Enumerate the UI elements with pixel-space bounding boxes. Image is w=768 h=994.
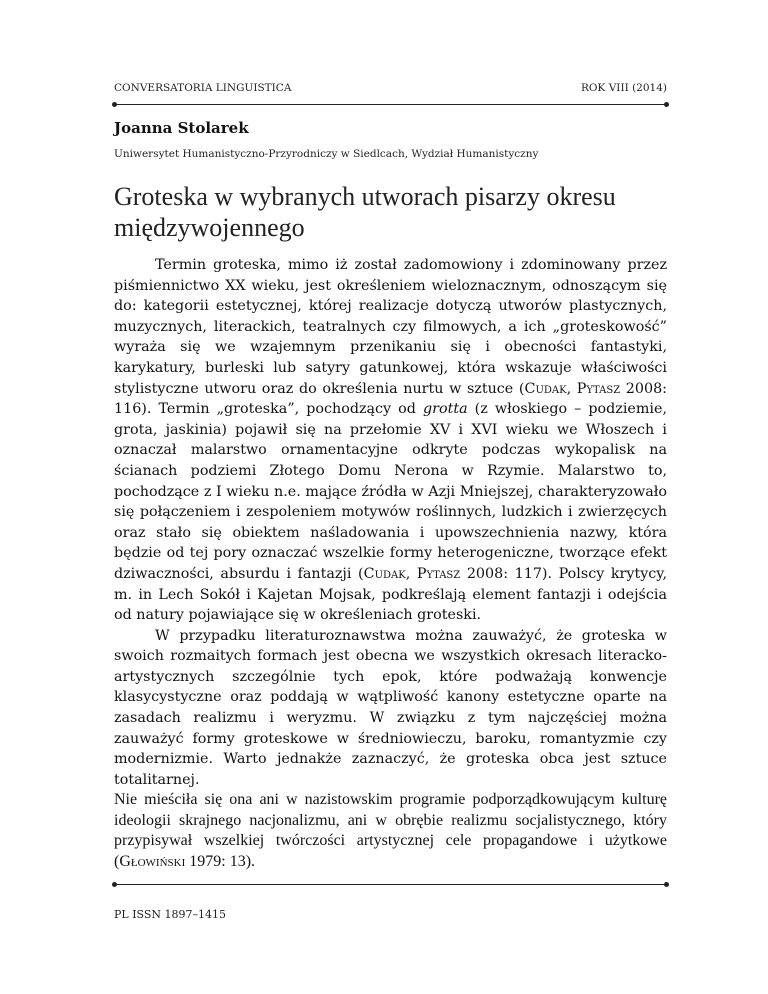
- text-run: 2008: 117). Polscy krytycy, m. in Lech Sokół i Kajetan Mojsak, podkreślają element fantazji i odejścia od natury pojawiające się w określeniach groteski.: [114, 565, 668, 624]
- running-head: [114, 82, 667, 98]
- rule-dot-left: [112, 882, 117, 887]
- author-affiliation: Uniwersytet Humanistyczno-Przyrodniczy w Siedlcach, Wydział Humanistyczny: [114, 148, 539, 160]
- italic-term: grotta: [423, 401, 468, 418]
- article-body: [114, 255, 667, 872]
- issn: PL ISSN 1897–1415: [114, 908, 227, 921]
- rule-dot-right: [664, 882, 669, 887]
- volume-year: ROK VIII (2014): [581, 82, 667, 94]
- article-page: [114, 0, 667, 994]
- rule-dot-right: [664, 102, 669, 107]
- footer-rule: [114, 884, 667, 885]
- header-rule: [114, 104, 667, 105]
- journal-name: CONVERSATORIA LINGUISTICA: [114, 82, 292, 94]
- citation-author: Pytasz: [416, 565, 461, 582]
- text-run: ,: [566, 380, 577, 397]
- paragraph: [114, 790, 667, 872]
- text-run: (z włoskiego – podziemie, grota, jaskinia) pojawił się na przełomie XV i XVI wieku we Włoszech i oznaczał malarstwo ornamentacyjne odkryte podczas wykopalisk na ścianach podziemi Złotego Domu Nerona w Rzymie. Malarstwo to, pochodzące z I wieku n.e. mające źródła w Azji Mniejszej, charakteryzowało się połączeniem i zespoleniem motywów roślinnych, ludzkich i zwierzęcych oraz stało się obiektem naśladowania i upowszechnienia nazwy, która będzie od tej pory oznaczać wszelkie formy heterogeniczne, tworzące efekt dziwaczności, absurdu i fantazji (: [114, 401, 667, 582]
- text-run: 2008: 116). Termin „groteska”, pochodzący od: [114, 380, 668, 418]
- article-title: Groteska w wybranych utworach pisarzy okresu międzywojennego: [114, 182, 616, 242]
- paragraph: [114, 626, 667, 791]
- text-run: 1979: 13).: [185, 852, 256, 870]
- citation-author: Pytasz: [576, 380, 621, 397]
- text-run: ,: [405, 565, 417, 582]
- paragraph: [114, 255, 667, 626]
- text-run: Nie mieściła się ona ani w nazistowskim programie podporządkowującym kulturę ideologii skrajnego nacjonalizmu, ani w obrębie realizmu socjalistycznego, który przypisywał wszelkiej twórczości artystycznej cele propagandowe i użytkowe (: [114, 791, 667, 870]
- author-name: Joanna Stolarek: [114, 119, 249, 137]
- citation-author: Cudak: [363, 565, 406, 582]
- citation-author: Głowiński: [119, 852, 186, 870]
- text-run: W przypadku literaturoznawstwa można zauważyć, że groteska w swoich rozmaitych formach jest obecna we wszystkich okresach literacko-artystycznych szczególnie tych epok, które podważają konwencje klasycystyczne oraz poddają w wątpliwość kanony estetyczne oparte na zasadach realizmu i weryzmu. W związku z tym najczęściej można zauważyć formy groteskowe w średniowieczu, baroku, romantyzmie czy modernizmie. Warto jednakże zaznaczyć, że groteska obca jest sztuce totalitarnej.: [114, 627, 667, 788]
- rule-dot-left: [112, 102, 117, 107]
- text-run: Termin groteska, mimo iż został zadomowiony i zdominowany przez piśmiennictwo XX wieku, jest określeniem wieloznacznym, odnoszącym się do: kategorii estetycznej, której realizacje dotyczą utworów plastycznych, muzycznych, literackich, teatralnych czy filmowych, a ich „groteskowość” wyraża się we wzajemnym przenikaniu się i obecności fantastyki, karykatury, burleski lub satyry gatunkowej, która wskazuje właściwości stylistyczne utworu oraz do określenia nurtu w sztuce (: [114, 257, 667, 397]
- citation-author: Cudak: [524, 380, 567, 397]
